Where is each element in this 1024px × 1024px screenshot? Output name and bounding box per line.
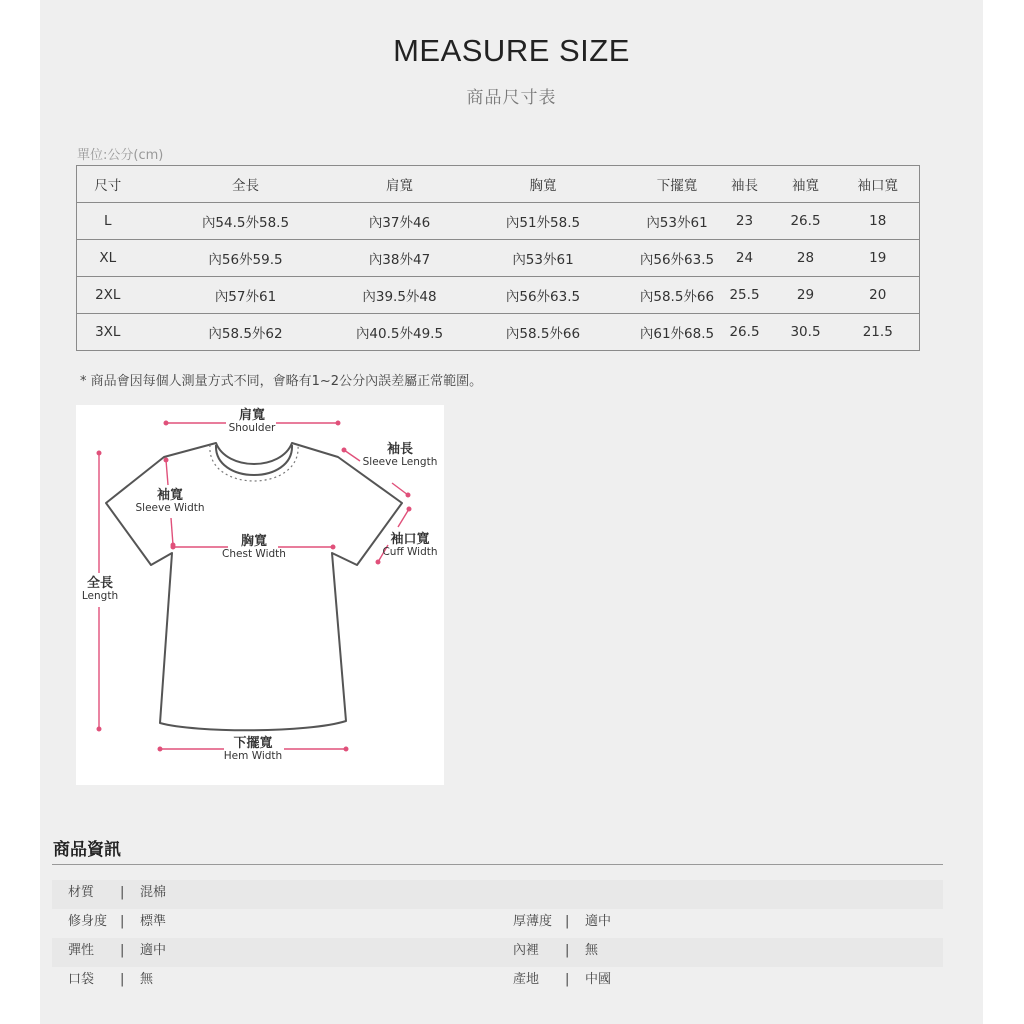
info-row	[52, 909, 943, 938]
table-cell: 28	[775, 240, 837, 277]
table-cell: 內53外61	[447, 240, 640, 277]
table-cell: 26.5	[729, 324, 760, 340]
tshirt-outline	[106, 443, 402, 730]
table-cell: 內54.5外58.5	[139, 203, 353, 240]
measurement-diagram	[76, 405, 444, 785]
table-cell: 內37外46	[353, 203, 447, 240]
shoulder-label: 肩寬 Shoulder	[228, 408, 276, 434]
page-title: MEASURE SIZE	[393, 33, 630, 68]
table-header-row	[77, 166, 920, 203]
table-cell: 26.5	[775, 203, 837, 240]
unit-label: 單位:公分(cm)	[77, 148, 164, 163]
table-cell: 3XL	[95, 324, 121, 340]
size-table	[76, 165, 920, 351]
table-cell: 內58.5外66	[640, 277, 715, 314]
table-cell: 內40.5外49.5	[355, 326, 444, 342]
table-cell: 24	[715, 240, 775, 277]
table-cell: 25.5	[715, 277, 775, 314]
product-info-divider	[52, 864, 943, 865]
table-cell: 20	[837, 277, 920, 314]
table-cell: 30.5	[790, 324, 821, 340]
info-row	[52, 938, 943, 967]
product-info-title: 商品資訊	[53, 840, 121, 860]
table-cell: 內61外68.5	[639, 326, 715, 342]
table-cell: 內51外58.5	[447, 203, 640, 240]
table-cell: 19	[837, 240, 920, 277]
header-length: 全長	[139, 166, 353, 203]
header-size: 尺寸	[77, 166, 139, 203]
table-cell: 內39.5外48	[353, 277, 447, 314]
table-cell: 內57外61	[139, 277, 353, 314]
length-label: 全長 Length	[81, 576, 119, 602]
table-cell: L	[77, 203, 139, 240]
table-cell: 18	[837, 203, 920, 240]
measurement-note: * 商品會因每個人測量方式不同，會略有1~2公分內誤差屬正常範圍。	[80, 374, 483, 389]
info-row	[52, 967, 943, 996]
table-cell: 23	[715, 203, 775, 240]
info-material: 材質 | 混棉	[68, 885, 167, 900]
table-cell: 2XL	[77, 277, 139, 314]
sleeve-width-label: 袖寬 Sleeve Width	[135, 488, 205, 514]
info-fit: 修身度 | 標準	[68, 914, 167, 929]
table-cell: 29	[775, 277, 837, 314]
info-origin: 產地 | 中國	[513, 972, 612, 987]
header-chest: 胸寬	[447, 166, 640, 203]
header-sleeve-length: 袖長	[715, 166, 775, 203]
size-chart-panel	[40, 0, 983, 1024]
header-hem: 下擺寬	[640, 166, 715, 203]
table-cell: 內56外63.5	[640, 240, 715, 277]
table-cell: 內38外47	[353, 240, 447, 277]
header-cuff-width: 袖口寬	[837, 166, 920, 203]
info-lining: 內裡 | 無	[513, 943, 599, 958]
table-cell: 內56外63.5	[447, 277, 640, 314]
table-cell: 內56外59.5	[139, 240, 353, 277]
table-row	[77, 203, 920, 240]
table-cell: XL	[77, 240, 139, 277]
info-pocket: 口袋 | 無	[68, 972, 154, 987]
table-cell: 內58.5外62	[208, 326, 283, 342]
cuff-width-label: 袖口寬 Cuff Width	[382, 532, 438, 558]
table-row	[77, 314, 920, 351]
table-cell: 內53外61	[640, 203, 715, 240]
product-info-list	[52, 880, 943, 996]
info-row	[52, 880, 943, 909]
page-subtitle: 商品尺寸表	[466, 88, 557, 108]
table-cell: 內58.5外66	[505, 326, 581, 342]
table-cell: 21.5	[862, 324, 893, 340]
sleeve-length-label: 袖長 Sleeve Length	[362, 442, 438, 468]
info-thickness: 厚薄度 | 適中	[513, 914, 612, 929]
table-row	[77, 240, 920, 277]
header-shoulder: 肩寬	[353, 166, 447, 203]
table-row	[77, 277, 920, 314]
header-sleeve-width: 袖寬	[775, 166, 837, 203]
chest-width-label: 胸寬 Chest Width	[222, 534, 286, 560]
hem-width-label: 下擺寬 Hem Width	[223, 736, 283, 762]
info-elasticity: 彈性 | 適中	[68, 943, 167, 958]
